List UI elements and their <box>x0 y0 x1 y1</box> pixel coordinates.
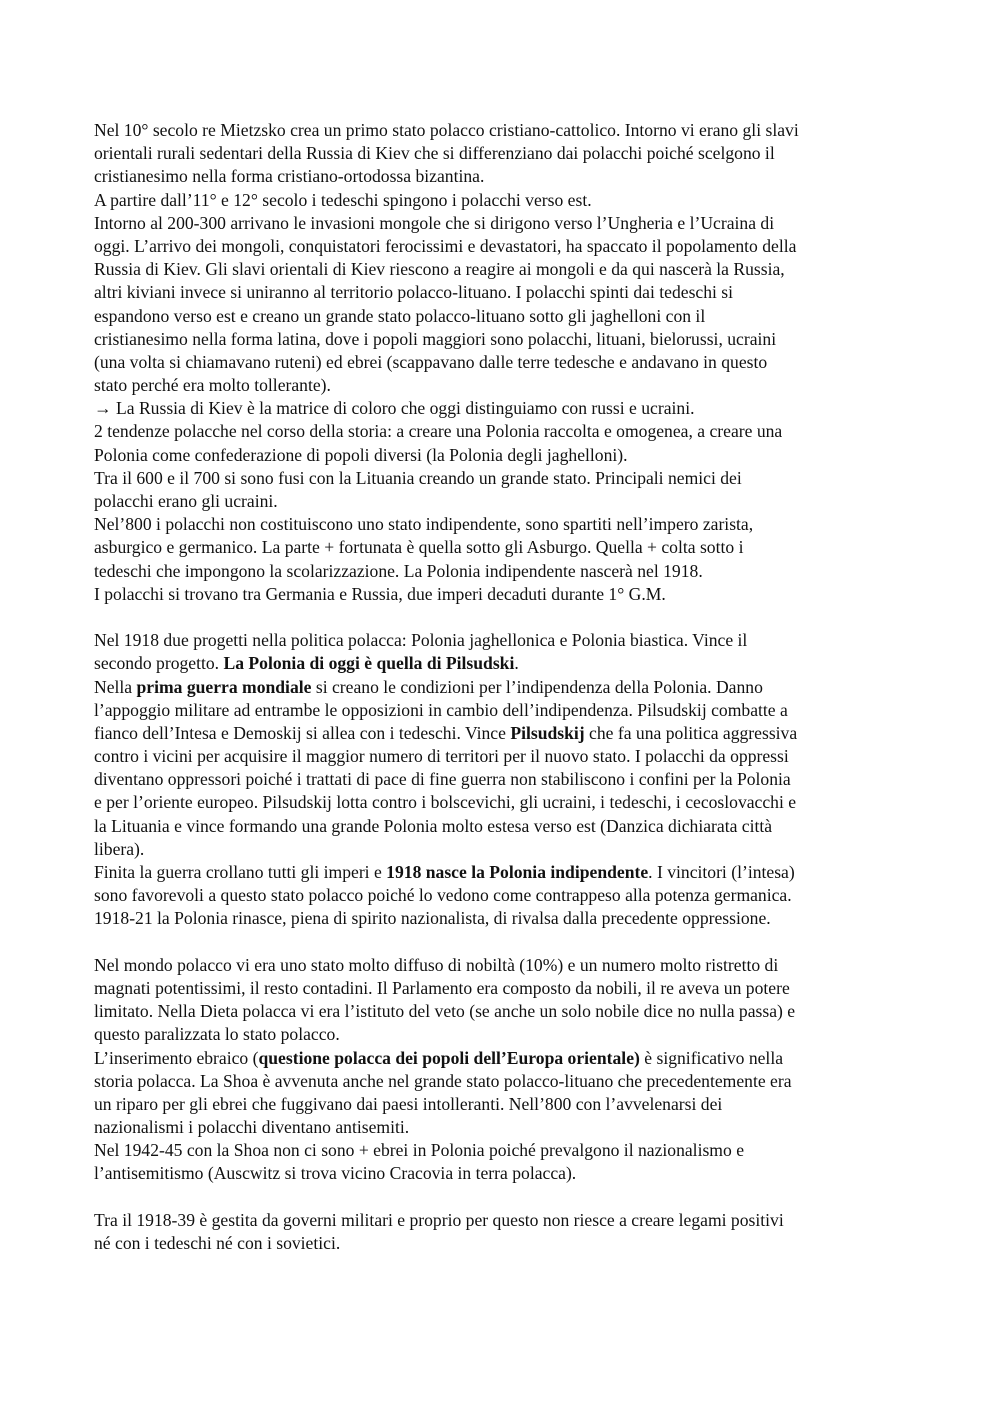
text-line <box>94 745 914 768</box>
text-line <box>94 397 914 420</box>
text-run: orientali rurali sedentari della Russia di Kiev che si differenziano dai polacchi poiché scelgono il <box>94 143 775 164</box>
text-run: L’inserimento ebraico ( <box>94 1047 259 1068</box>
text-run: e per l’oriente europeo. Pilsudskij lotta contro i bolscevichi, gli ucraini, i tedeschi, i cecoslovacchi e <box>94 792 797 813</box>
text-line <box>94 629 914 652</box>
document-page <box>94 119 914 1255</box>
text-line <box>94 281 914 304</box>
text-run: diventano oppressori poiché i trattati di pace di fine guerra non stabiliscono i confini per la Polonia <box>94 769 791 790</box>
text-run: → La Russia di Kiev è la matrice di coloro che oggi distinguiamo con russi e ucraini. <box>94 398 695 419</box>
text-run: stato perché era molto tollerante). <box>94 375 331 396</box>
text-line <box>94 815 914 838</box>
text-line <box>94 1000 914 1023</box>
text-line <box>94 513 914 536</box>
text-line <box>94 884 914 907</box>
text-run: (una volta si chiamavano ruteni) ed ebrei (scappavano dalle terre tedesche e andavano in questo <box>94 351 768 372</box>
paragraph-gap <box>94 931 914 954</box>
text-line <box>94 212 914 235</box>
text-run: I polacchi si trovano tra Germania e Russia, due imperi decaduti durante 1° G.M. <box>94 583 666 604</box>
text-run: magnati potentissimi, il resto contadini. Il Parlamento era composto da nobili, il re aveva un potere <box>94 977 790 998</box>
text-run: . <box>514 653 519 674</box>
text-run: cristianesimo nella forma cristiano-ortodossa bizantina. <box>94 166 485 187</box>
text-line <box>94 1139 914 1162</box>
text-run: sono favorevoli a questo stato polacco poiché lo vedono come contrappeso alla potenza germanica. <box>94 885 792 906</box>
text-line <box>94 490 914 513</box>
text-run: la Lituania e vince formando una grande Polonia molto estesa verso est (Danzica dichiarata città <box>94 815 773 836</box>
text-line <box>94 954 914 977</box>
text-run: Intorno al 200-300 arrivano le invasioni mongole che si dirigono verso l’Ungheria e l’Ucraina di <box>94 212 775 233</box>
text-line <box>94 165 914 188</box>
text-run: nazionalismi i polacchi diventano antisemiti. <box>94 1117 410 1138</box>
text-line <box>94 699 914 722</box>
text-line <box>94 258 914 281</box>
text-line <box>94 420 914 443</box>
text-line <box>94 1209 914 1232</box>
text-line <box>94 1047 914 1070</box>
text-run: Nella <box>94 676 137 697</box>
text-line <box>94 838 914 861</box>
text-line <box>94 536 914 559</box>
text-run: Nel 1918 due progetti nella politica polacca: Polonia jaghellonica e Polonia biastica. Vince il <box>94 630 748 651</box>
text-run: un riparo per gli ebrei che fuggivano dai paesi intolleranti. Nell’800 con l’avvelenarsi dei <box>94 1093 723 1114</box>
bold-text: Pilsudskij <box>510 722 585 743</box>
text-run: fianco dell’Intesa e Demoskij si allea con i tedeschi. Vince <box>94 722 511 743</box>
text-run: questo paralizzata lo stato polacco. <box>94 1024 340 1045</box>
text-line <box>94 328 914 351</box>
text-run: né con i tedeschi né con i sovietici. <box>94 1233 341 1253</box>
text-run: storia polacca. La Shoa è avvenuta anche nel grande stato polacco-lituano che precedentemente era <box>94 1070 792 1091</box>
text-run: l’antisemitismo (Auscwitz si trova vicino Cracovia in terra polacca). <box>94 1163 577 1184</box>
text-run: 1918-21 la Polonia rinasce, piena di spirito nazionalista, di rivalsa dalla precedente oppressione. <box>94 908 771 929</box>
text-run: Nel 10° secolo re Mietzsko crea un primo stato polacco cristiano-cattolico. Intorno vi erano gli slavi <box>94 120 799 140</box>
text-run: contro i vicini per acquisire il maggior numero di territori per il nuovo stato. I polacchi da oppressi <box>94 746 789 767</box>
bold-text: La Polonia di oggi è quella di Pilsudski <box>223 653 515 674</box>
text-run: che fa una politica aggressiva <box>584 722 798 743</box>
text-line <box>94 768 914 791</box>
paragraph <box>94 629 914 930</box>
text-line <box>94 1116 914 1139</box>
text-line <box>94 652 914 675</box>
paragraph-gap <box>94 1186 914 1209</box>
text-line <box>94 189 914 212</box>
bold-text: questione polacca dei popoli dell’Europa orientale) <box>258 1047 640 1068</box>
text-line <box>94 560 914 583</box>
text-run: oggi. L’arrivo dei mongoli, conquistatori ferocissimi e devastatori, ha spaccato il popolamento della <box>94 235 797 256</box>
text-run: tedeschi che impongono la scolarizzazione. La Polonia indipendente nascerà nel 1918. <box>94 560 703 581</box>
text-line <box>94 1093 914 1116</box>
text-line <box>94 977 914 1000</box>
text-line <box>94 142 914 165</box>
text-line <box>94 305 914 328</box>
text-line <box>94 119 914 142</box>
text-line <box>94 861 914 884</box>
paragraph <box>94 1209 914 1255</box>
text-run: asburgico e germanico. La parte + fortunata è quella sotto gli Asburgo. Quella + colta sotto i <box>94 537 744 558</box>
text-run: . I vincitori (l’intesa) <box>648 862 795 882</box>
text-line <box>94 1070 914 1093</box>
text-run: si creano le condizioni per l’indipendenza della Polonia. Danno <box>311 676 763 697</box>
text-line <box>94 1162 914 1185</box>
text-line <box>94 583 914 606</box>
text-run: è significativo nella <box>639 1047 784 1068</box>
text-run: Finita la guerra crollano tutti gli imperi e <box>94 862 387 882</box>
text-run: Tra il 600 e il 700 si sono fusi con la Lituania creando un grande stato. Principali nemici dei <box>94 467 742 488</box>
text-run: Nel’800 i polacchi non costituiscono uno stato indipendente, sono spartiti nell’impero zarista, <box>94 514 754 535</box>
text-run: A partire dall’11° e 12° secolo i tedeschi spingono i polacchi verso est. <box>94 189 592 210</box>
text-run: Russia di Kiev. Gli slavi orientali di Kiev riescono a reagire ai mongoli e da qui nascerà la Russia, <box>94 259 785 280</box>
text-line <box>94 722 914 745</box>
text-line <box>94 676 914 699</box>
text-run: limitato. Nella Dieta polacca vi era l’istituto del veto (se anche un solo nobile dice no nulla passa) e <box>94 1001 796 1022</box>
text-run: secondo progetto. <box>94 653 224 674</box>
text-line <box>94 467 914 490</box>
text-run: Tra il 1918-39 è gestita da governi militari e proprio per questo non riesce a creare legami positivi <box>94 1209 784 1230</box>
text-run: Polonia come confederazione di popoli diversi (la Polonia degli jaghelloni). <box>94 444 628 465</box>
text-line <box>94 374 914 397</box>
text-line <box>94 907 914 930</box>
text-line <box>94 1232 914 1255</box>
text-run: 2 tendenze polacche nel corso della storia: a creare una Polonia raccolta e omogenea, a creare una <box>94 421 783 442</box>
text-run: cristianesimo nella forma latina, dove i popoli maggiori sono polacchi, lituani, bielorussi, ucraini <box>94 328 777 349</box>
text-run: Nel 1942-45 con la Shoa non ci sono + ebrei in Polonia poiché prevalgono il nazionalismo e <box>94 1140 744 1161</box>
text-line <box>94 235 914 258</box>
text-run: espandono verso est e creano un grande stato polacco-lituano sotto gli jaghelloni con il <box>94 305 706 326</box>
paragraph <box>94 119 914 606</box>
text-run: libera). <box>94 838 145 859</box>
text-run: l’appoggio militare ad entrambe le opposizioni in cambio dell’indipendenza. Pilsudskij combatte a <box>94 699 788 720</box>
text-line <box>94 351 914 374</box>
paragraph-gap <box>94 606 914 629</box>
bold-text: 1918 nasce la Polonia indipendente <box>386 862 649 882</box>
paragraph <box>94 954 914 1186</box>
text-run: polacchi erano gli ucraini. <box>94 491 278 511</box>
text-line <box>94 444 914 467</box>
bold-text: prima guerra mondiale <box>136 676 312 697</box>
text-run: Nel mondo polacco vi era uno stato molto diffuso di nobiltà (10%) e un numero molto ristretto di <box>94 954 779 975</box>
text-line <box>94 791 914 814</box>
text-line <box>94 1023 914 1046</box>
text-run: altri kiviani invece si uniranno al territorio polacco-lituano. I polacchi spinti dai tedeschi si <box>94 282 734 303</box>
